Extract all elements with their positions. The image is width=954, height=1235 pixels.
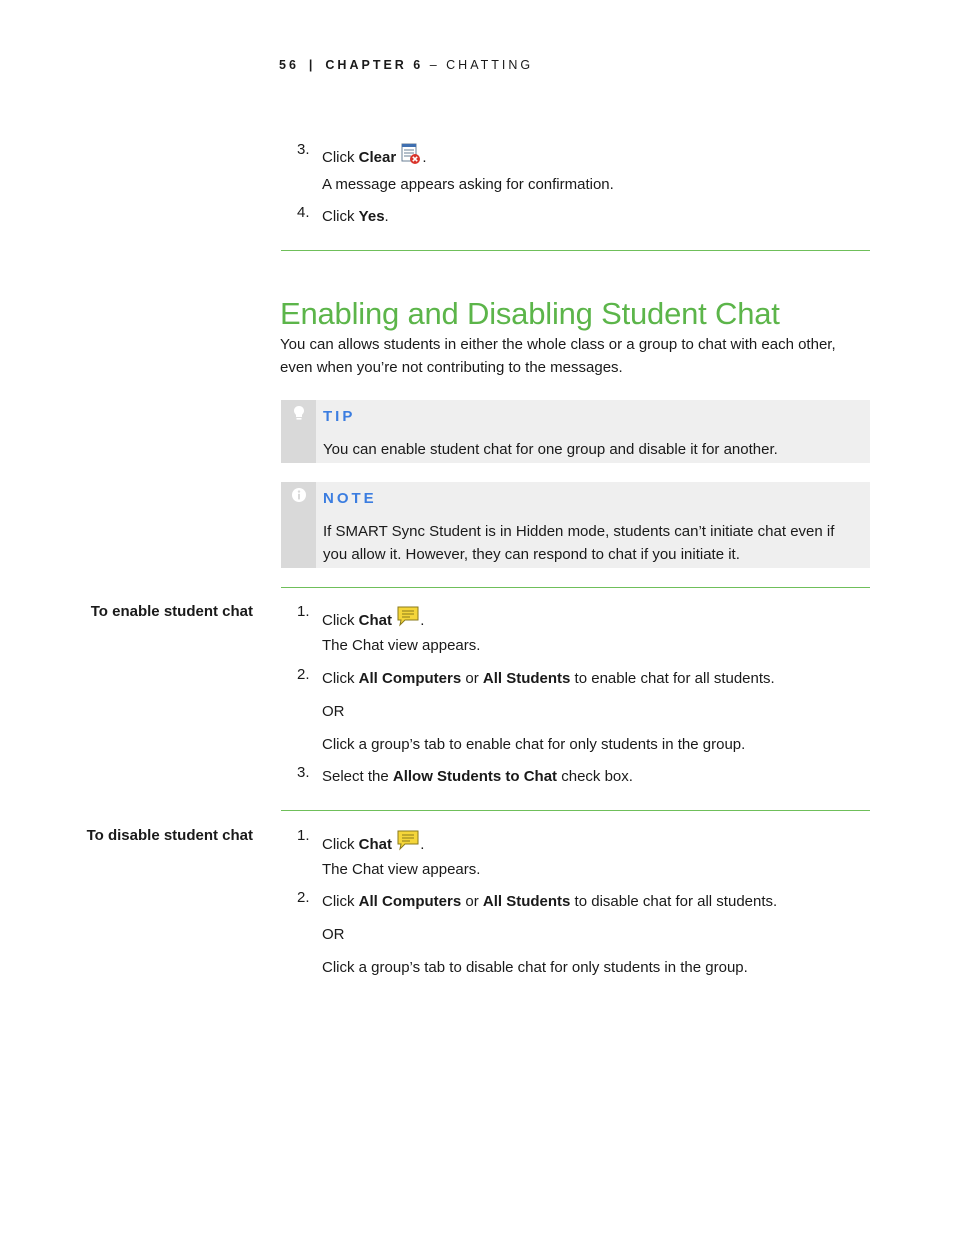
lightbulb-icon: [291, 405, 307, 421]
step-note: The Chat view appears.: [322, 637, 481, 654]
yes-label: Yes: [358, 208, 385, 225]
or-separator: OR: [322, 703, 345, 720]
page-number: 56: [279, 58, 299, 72]
chat-bubble-icon: [396, 829, 420, 851]
step-note: A message appears asking for confirmation.: [322, 176, 614, 193]
section-divider: [281, 587, 870, 588]
tip-callout: [281, 400, 870, 463]
section-divider: [281, 250, 870, 251]
tip-text: You can enable student chat for one group and disable it for another.: [323, 441, 778, 458]
step-number: 1.: [297, 827, 310, 844]
tip-label: TIP: [323, 408, 356, 425]
step-alternative: Click a group’s tab to disable chat for only students in the group.: [322, 959, 748, 976]
clear-label: Clear: [358, 149, 397, 166]
running-header: [279, 58, 533, 72]
chapter-title: – CHATTING: [429, 58, 534, 72]
chat-label: Chat: [358, 836, 393, 853]
header-separator: |: [308, 58, 316, 72]
clear-list-icon: [400, 143, 422, 165]
step-number: 3.: [297, 141, 310, 158]
chapter-label: CHAPTER 6: [325, 58, 424, 72]
section-intro: You can allows students in either the whole class or a group to chat with each other, even when you’re not contributing to the messages.: [280, 336, 836, 376]
section-divider: [281, 810, 870, 811]
enable-procedure-label: To enable student chat: [90, 603, 253, 620]
step-number: 2.: [297, 666, 310, 683]
step-note: The Chat view appears.: [322, 861, 481, 878]
step-number: 4.: [297, 204, 310, 221]
step-number: 1.: [297, 603, 310, 620]
step-alternative: Click a group’s tab to enable chat for only students in the group.: [322, 736, 746, 753]
disable-procedure-label: To disable student chat: [86, 827, 253, 844]
step-number: 3.: [297, 764, 310, 781]
or-separator: OR: [322, 926, 345, 943]
info-icon: [291, 487, 307, 503]
section-title: Enabling and Disabling Student Chat: [280, 296, 780, 331]
chat-bubble-icon: [396, 605, 420, 627]
step-number: 2.: [297, 889, 310, 906]
note-text: If SMART Sync Student is in Hidden mode, students can’t initiate chat even if you allow it. However, they can respond to chat if you initiate it.: [323, 523, 835, 563]
note-callout: [281, 482, 870, 568]
note-label: NOTE: [323, 490, 377, 507]
chat-label: Chat: [358, 612, 393, 629]
